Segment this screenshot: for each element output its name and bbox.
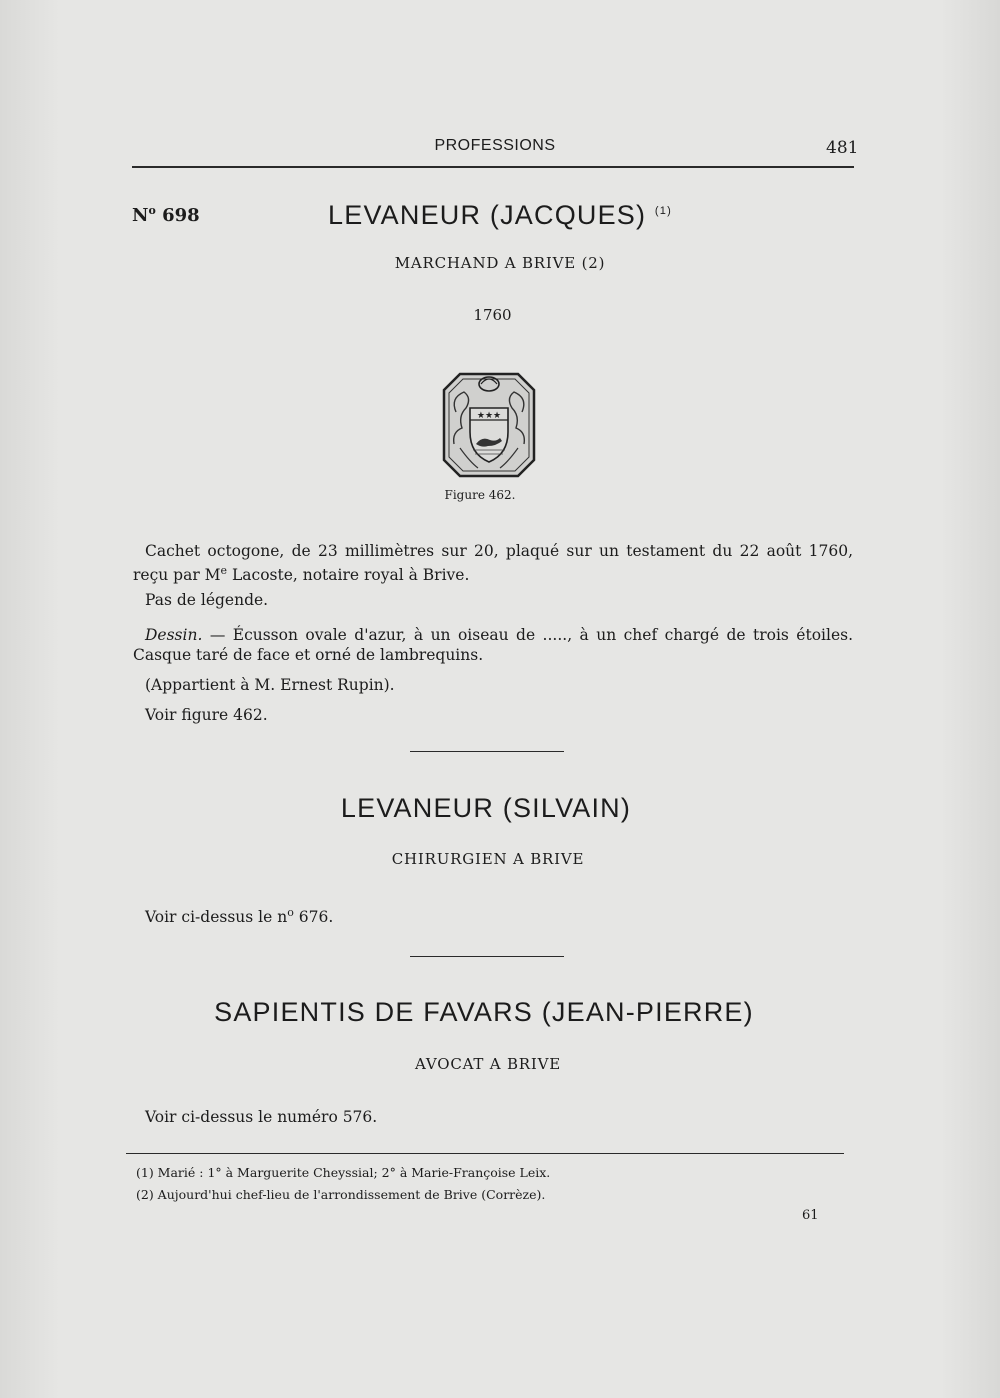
entry-year: 1760	[473, 306, 512, 324]
running-head: PROFESSIONS	[434, 137, 556, 154]
section-divider	[410, 751, 564, 752]
section-divider-2	[410, 956, 564, 957]
footnote-rule	[126, 1153, 844, 1154]
entry-title-note-ref: (1)	[654, 205, 672, 217]
entry3-profession: AVOCAT A BRIVE	[414, 1055, 562, 1073]
seal-description-sup: e	[220, 564, 228, 577]
seal-description-text: Cachet octogone, de 23 millimètres sur 20, plaqué sur un testament du 22 août 1760, reçu par M	[133, 542, 853, 585]
entry2-profession: CHIRURGIEN A BRIVE	[391, 850, 585, 868]
figure-caption: Figure 462.	[444, 488, 516, 502]
entry-title	[0, 200, 1000, 231]
entry3-title: SAPIENTIS DE FAVARS (JEAN-PIERRE)	[214, 997, 754, 1027]
seal-description-tail: Lacoste, notaire royal à Brive.	[227, 566, 470, 585]
design-description	[133, 625, 853, 665]
entry2-title: LEVANEUR (SILVAIN)	[340, 793, 632, 823]
entry-profession	[0, 254, 1000, 272]
owner-note: (Appartient à M. Ernest Rupin).	[145, 676, 395, 694]
entry2-reference-sup: o	[287, 906, 294, 919]
entry2-reference-text: Voir ci-dessus le n	[145, 908, 288, 927]
footnote-1: (1) Marié : 1° à Marguerite Cheyssial; 2° à Marie-Françoise Leix.	[136, 1165, 551, 1180]
footnote-2: (2) Aujourd'hui chef-lieu de l'arrondissement de Brive (Corrèze).	[136, 1187, 546, 1202]
svg-text:★★★: ★★★	[476, 411, 502, 421]
design-text: — Écusson ovale d'azur, à un oiseau de ....., à un chef chargé de trois étoiles. Casque taré de face et orné de lambrequins.	[133, 626, 853, 664]
entry-profession-text: MARCHAND A BRIVE	[394, 254, 576, 272]
seal-description	[133, 541, 853, 585]
seal-illustration	[442, 370, 536, 480]
legend-note: Pas de légende.	[145, 591, 269, 609]
see-figure-note: Voir figure 462.	[145, 706, 268, 724]
entry-number-value: 698	[162, 205, 200, 226]
page-number: 481	[826, 138, 859, 158]
entry-number-prefix: N	[132, 205, 149, 226]
header-rule	[132, 166, 854, 168]
entry-number-sup: o	[148, 204, 156, 217]
printer-signature: 61	[802, 1208, 819, 1223]
design-label: Dessin.	[145, 626, 203, 644]
entry2-reference	[133, 903, 853, 927]
entry2-reference-tail: 676.	[293, 908, 334, 927]
entry-profession-note: (2)	[581, 254, 606, 272]
entry-title-text: LEVANEUR (JACQUES)	[328, 200, 647, 230]
entry3-reference: Voir ci-dessus le numéro 576.	[145, 1108, 378, 1126]
